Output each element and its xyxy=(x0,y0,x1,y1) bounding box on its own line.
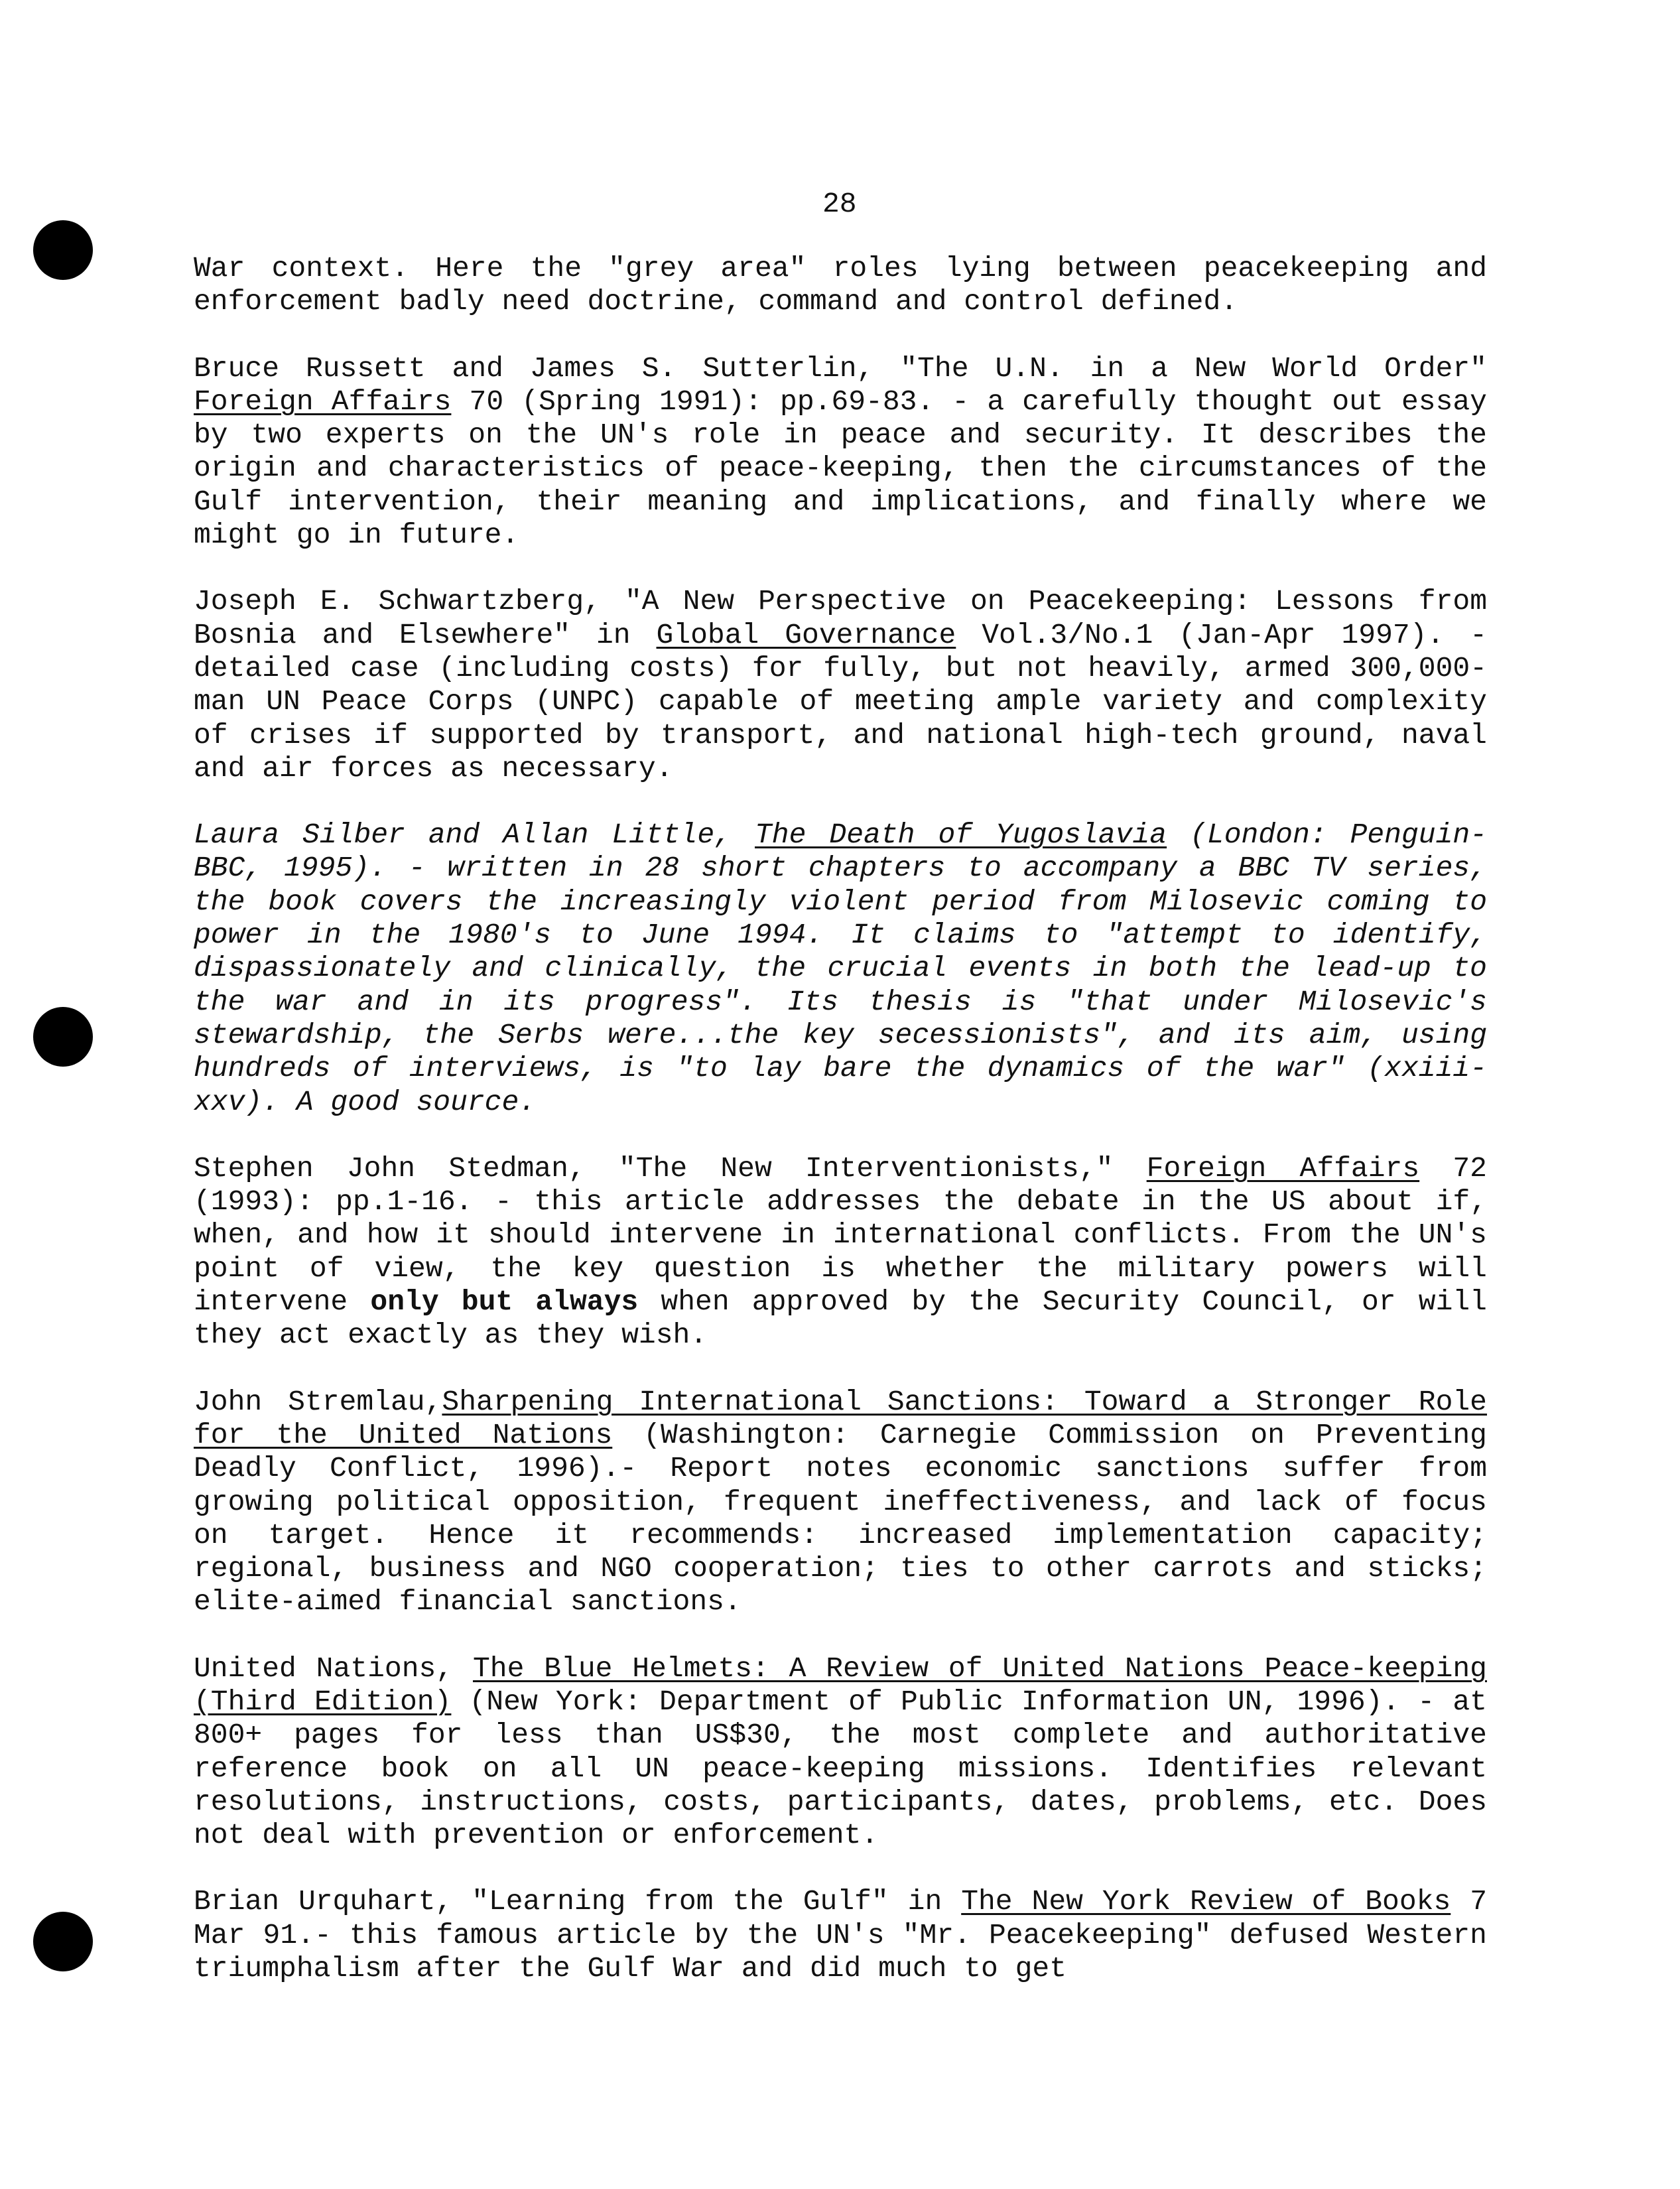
bibliography-entry-russett: Bruce Russett and James S. Sutterlin, "The U.N. in a New World Order" Foreign Affairs 70 (Spring 1991): pp.69-83. - a carefully thought out essay by two experts on the UN's role in peace and security. It describes the origin and characteristics of peace-keeping, then the circumstances of the Gulf intervention, their meaning and implications, and finally where we might go in future. xyxy=(194,352,1487,552)
book-title: The Death of Yugoslavia xyxy=(754,819,1167,852)
bibliography-entry-united-nations: United Nations, The Blue Helmets: A Review of United Nations Peace-keeping (Third Edition) (New York: Department of Public Information UN, 1996). - at 800+ pages for less than US$30, the most complete and authoritative reference book on all UN peace-keeping missions. Identifies relevant resolutions, instructions, costs, participants, dates, problems, etc. Does not deal with prevention or enforcement. xyxy=(194,1652,1487,1852)
bibliography-entry-stremlau: John Stremlau,Sharpening International Sanctions: Toward a Stronger Role for the United Nations (Washington: Carnegie Commission on Preventing Deadly Conflict, 1996).- Report notes economic sanctions suffer from growing political opposition, frequent ineffectiveness, and lack of focus on target. Hence it recommends: increased implementation capacity; regional, business and NGO cooperation; ties to other carrots and sticks; elite-aimed financial sanctions. xyxy=(194,1385,1487,1619)
punch-hole-mark xyxy=(33,220,93,280)
bold-emphasis: only but always xyxy=(370,1286,639,1319)
bibliography-entry-silber: Laura Silber and Allan Little, The Death of Yugoslavia (London: Penguin-BBC, 1995). - written in 28 short chapters to accompany a BBC TV series, the book covers the increasingly violent period from Milosevic coming to power in the 1980's to June 1994. It claims to "attempt to identify, dispassionately and clinically, the crucial events in both the lead-up to the war and in its progress". Its thesis is "that under Milosevic's stewardship, the Serbs were...the key secessionists", and its aim, using hundreds of interviews, is "to lay bare the dynamics of the war" (xxiii-xxv). A good source. xyxy=(194,819,1488,1118)
bibliography-entry-urquhart: Brian Urquhart, "Learning from the Gulf" in The New York Review of Books 7 Mar 91.- this famous article by the UN's "Mr. Peacekeeping" defused Western triumphalism after the Gulf War and did much to get xyxy=(194,1885,1488,1985)
bibliography-list xyxy=(194,252,1487,2019)
bibliography-entry-continuation: War context. Here the "grey area" roles lying between peacekeeping and enforcement badly need doctrine, command and control defined. xyxy=(194,252,1487,318)
journal-title: Foreign Affairs xyxy=(194,385,452,418)
punch-hole-mark xyxy=(33,1912,93,1971)
journal-title: Foreign Affairs xyxy=(1146,1152,1420,1185)
book-title: The Blue Helmets: A Review of United Nations Peace-keeping (Third Edition) xyxy=(194,1652,1487,1718)
bibliography-entry-schwartzberg: Joseph E. Schwartzberg, "A New Perspective on Peacekeeping: Lessons from Bosnia and Elsewhere" in Global Governance Vol.3/No.1 (Jan-Apr 1997). - detailed case (including costs) for fully, but not heavily, armed 300,000-man UN Peace Corps (UNPC) capable of meeting ample variety and complexity of crises if supported by transport, and national high-tech ground, naval and air forces as necessary. xyxy=(194,585,1488,785)
punch-hole-mark xyxy=(33,1007,93,1067)
journal-title: The New York Review of Books xyxy=(961,1885,1451,1918)
book-title: Sharpening International Sanctions: Toward a Stronger Role for the United Nations xyxy=(194,1385,1487,1451)
journal-title: Global Governance xyxy=(656,618,956,651)
page-number: 28 xyxy=(822,188,857,220)
bibliography-entry-stedman: Stephen John Stedman, "The New Interventionists," Foreign Affairs 72 (1993): pp.1-16. - this article addresses the debate in the US about if, when, and how it should intervene in international conflicts. From the UN's point of view, the key question is whether the military powers will intervene only but always when approved by the Security Council, or will they act exactly as they wish. xyxy=(194,1152,1487,1352)
